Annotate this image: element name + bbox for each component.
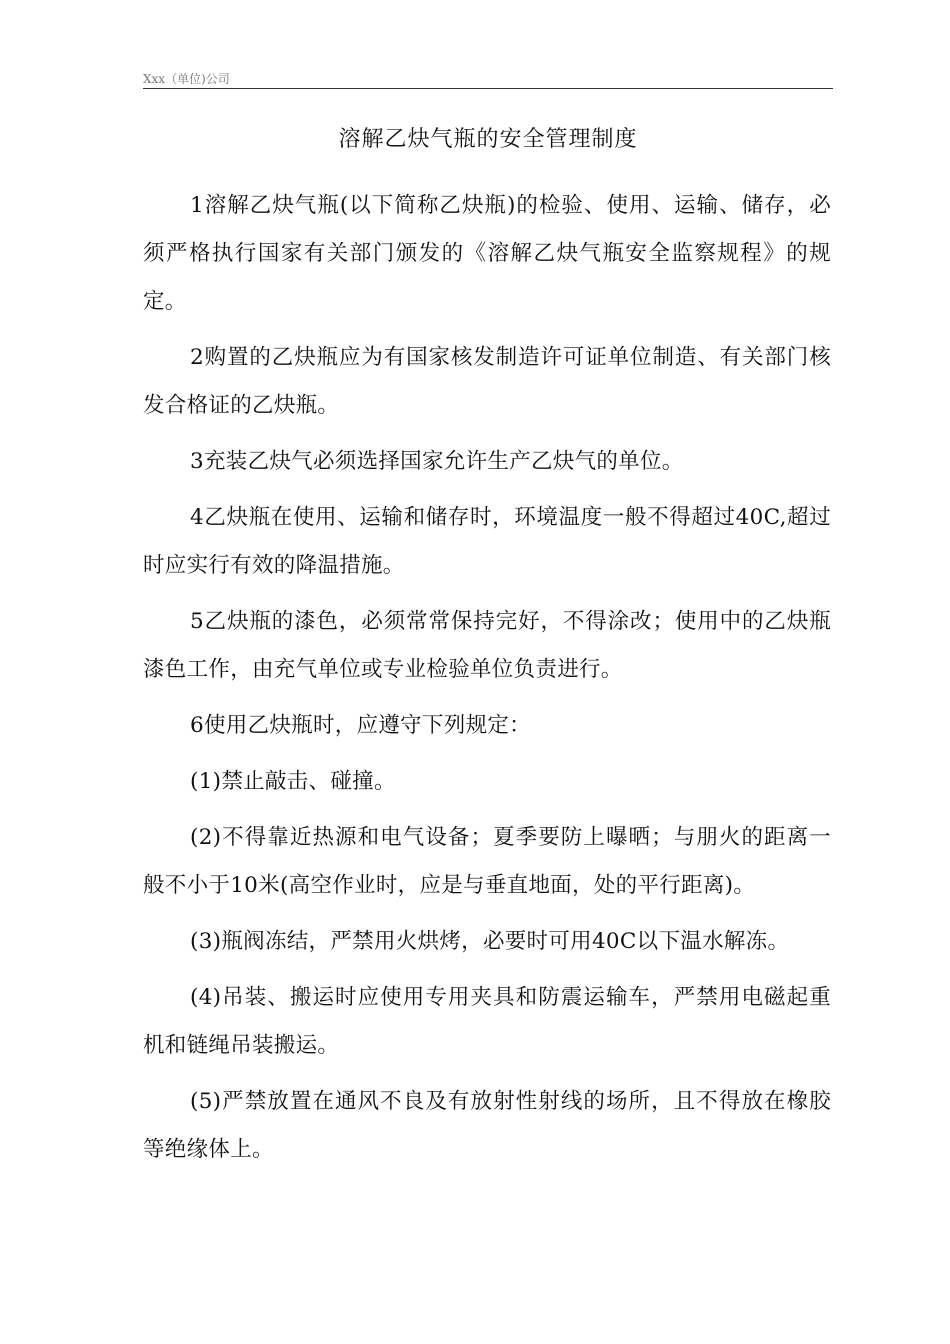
paragraph-1: 1溶解乙炔气瓶(以下简称乙炔瓶)的检验、使用、运输、储存，必须严格执行国家有关部门颁发的《溶解乙炔气瓶安全监察规程》的规定。: [143, 193, 831, 314]
rule-item-1: (1)禁止敲击、碰撞。: [190, 769, 396, 794]
page-header: [143, 70, 833, 89]
paragraph-3: 3充装乙炔气必须选择国家允许生产乙炔气的单位。: [190, 449, 684, 474]
paragraph-4: 4乙炔瓶在使用、运输和储存时，环境温度一般不得超过40C,超过时应实行有效的降温措施。: [143, 505, 831, 578]
paragraph-2: 2购置的乙炔瓶应为有国家核发制造许可证单位制造、有关部门核发合格证的乙炔瓶。: [143, 345, 831, 418]
header-company-name: Xxx（单位)公司: [143, 72, 230, 86]
rule-item-2: (2)不得靠近热源和电气设备；夏季要防上曝晒；与朋火的距离一般不小于10米(高空作业时，应是与垂直地面，处的平行距离)。: [143, 825, 831, 898]
paragraph-6: 6使用乙炔瓶时，应遵守下列规定：: [190, 713, 531, 738]
document-body: [143, 182, 831, 1182]
paragraph-5: 5乙炔瓶的漆色，必须常常保持完好，不得涂改；使用中的乙炔瓶漆色工作，由充气单位或专业检验单位负责进行。: [143, 609, 831, 682]
rule-item-4: (4)吊装、搬运时应使用专用夹具和防震运输车，严禁用电磁起重机和链绳吊装搬运。: [143, 985, 831, 1058]
document-title: 溶解乙炔气瓶的安全管理制度: [338, 127, 638, 152]
rule-item-5: (5)严禁放置在通风不良及有放射性射线的场所，且不得放在橡胶等绝缘体上。: [143, 1089, 831, 1162]
rule-item-3: (3)瓶阀冻结，严禁用火烘烤，必要时可用40C以下温水解冻。: [190, 929, 790, 954]
